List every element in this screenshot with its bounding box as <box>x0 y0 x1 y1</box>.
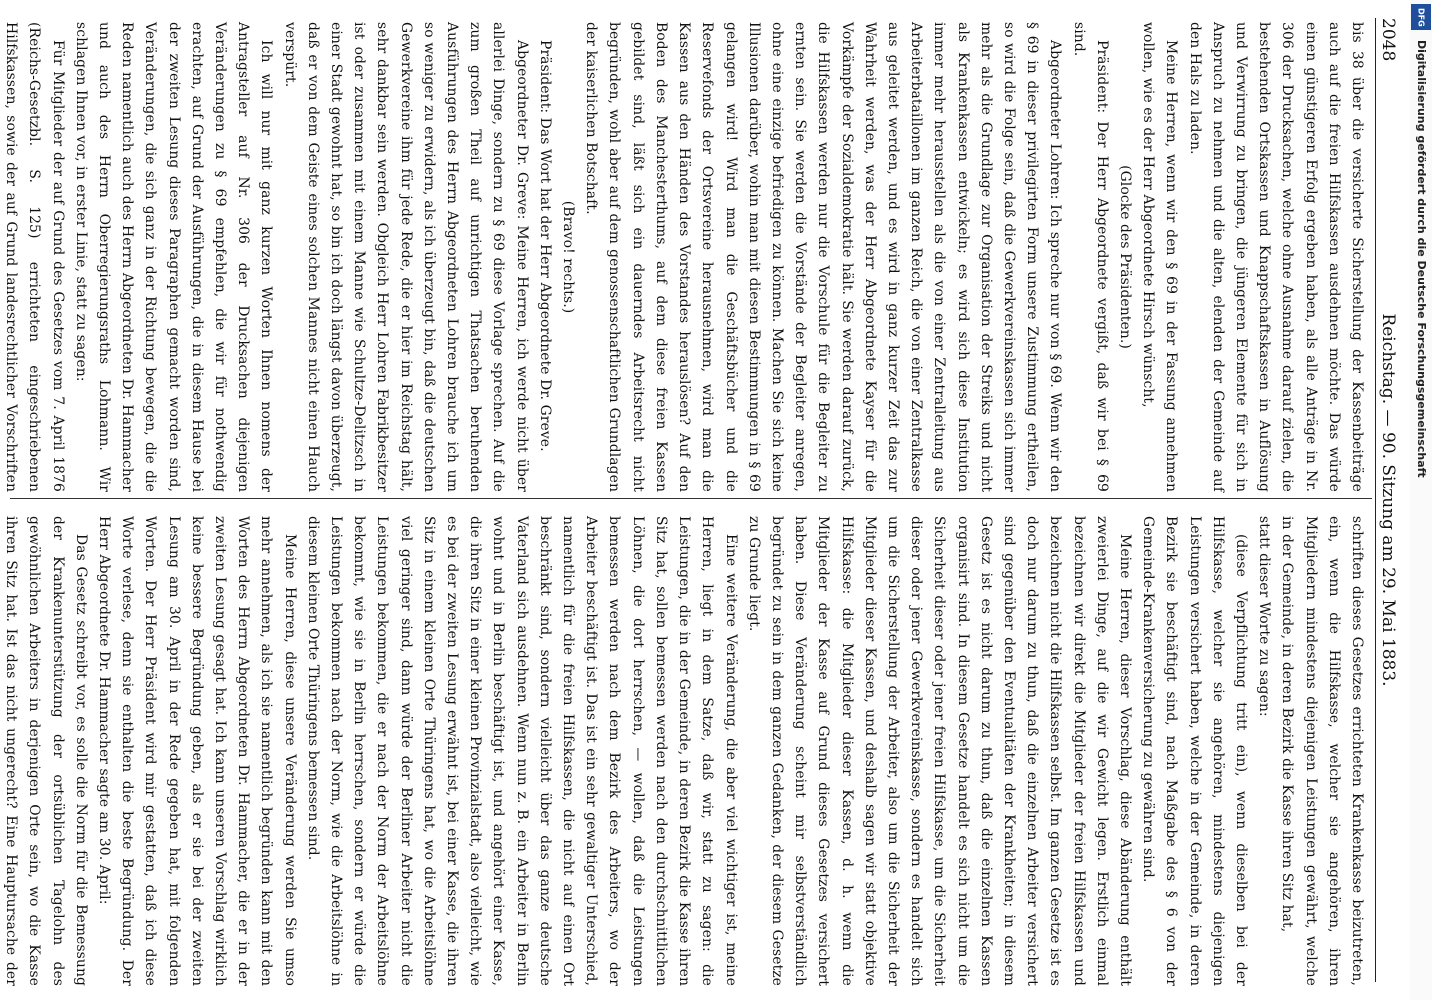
page-title: Reichstag. — 90. Sitzung am 29. Mai 1883. <box>1378 313 1398 687</box>
digitization-sidebar <box>1410 0 1432 1000</box>
paragraph: statt dieser Worte zu sagen: <box>1256 516 1273 717</box>
paragraph: Ich will nur mit ganz kurzen Worten Ihnen nomens der Antragsteller auf Nr. 306 der Drucksachen diejenigen Veränderungen zu § 69 empfehlen, die wir für nothwendig erachten, auf Grund der Ausführungen, die in diesem Hause bei der zweiten Lesung dieses Paragraphen gemacht worden sind, Veränderungen, die sich ganz in der Richtung bewegen, die die Reden namentlich auch des Herrn Abgeordneten Dr. Hammacher und auch des Herrn Oberregierungsraths Lohmann. Wir schlagen Ihnen vor, in erster Linie, statt zu sagen: <box>72 22 275 492</box>
paragraph: Abgeordneter Dr. Greve: Meine Herren, ich werde nicht über allerlei Dinge, sondern zu § 69 diese Vorlage sprechen. Auf die zum großen Theil auf unrichtigen Thatsachen beruhenden Ausführungen des Herrn Abgeordneten Lohren brauche ich um so weniger zu erwidern, als ich überzeugt bin, daß die deutschen Gewerkvereine ihm für jede Rede, die er hier im Reichstag hält, sehr dankbar sein werden. Obgleich Herr Lohren Fabrikbesitzer ist oder zusammen mit einem Manne wie Schultze-Delitzsch in einer Stadt gewohnt hat, so bin ich doch längst davon überzeugt, daß er von dem Geiste eines solchen Mannes nicht einen Hauch verspürt. <box>281 22 530 492</box>
page-header <box>1374 18 1402 982</box>
dfg-logo: DFG <box>1411 4 1431 30</box>
dfg-credit: Digitalisierung gefördert durch die Deutsche Forschungsgemeinschaft <box>1415 40 1428 478</box>
left-column <box>0 22 1368 492</box>
paragraph: (diese Verpflichtung tritt ein), wenn dieselben bei der Hilfskasse, welcher sie angehören, mindestens diejenigen Leistungen versichert haben, welche in der Gemeinde, in deren Bezirk sie beschäftigt sind, nach Maßgabe des § 6 von der Gemeinde-Krankenversicherung zu gewähren sind. <box>1140 516 1249 986</box>
stage-direction: (Glocke des Präsidenten.) <box>1116 165 1133 349</box>
column-divider <box>10 498 1372 499</box>
paragraph: Für Mitglieder der auf Grund des Gesetzes vom 7. April 1876 (Reichs-Gesetzbl. S. 125) errichteten eingeschriebenen Hilfskassen, sowie der auf Grund landesrechtlicher Vorschriften <box>3 22 66 492</box>
header-rule <box>1375 18 1376 982</box>
paragraph: Meine Herren, wenn wir den § 69 in der Fassung annehmen wollen, wie es der Herr Abgeordnete Hirsch wünscht, <box>1140 22 1180 492</box>
paragraph: Eine weitere Veränderung, die aber viel wichtiger ist, meine Herren, liegt in dem Satze, daß wir, statt zu sagen: die Leistungen, die in der Gemeinde, in deren Bezirk die Kasse ihren Sitz hat, sollen bemessen werden nach den durchschnittlichen Löhnen, die dort herrschen, — wollen, daß die Leistungen bemessen werden nach dem Bezirk des Arbeiters, wo der Arbeiter beschäftigt ist. Das ist ein sehr gewaltiger Unterschied, namentlich für die freien Hilfskassen, die nicht auf einen Ort beschränkt sind, sondern vielleicht über das ganze deutsche Vaterland sich ausdehnen. Wenn nun z. B. ein Arbeiter in Berlin wohnt und in Berlin beschäftigt ist, und angehört einer Kasse, die ihren Sitz in einer kleinen Provinzialstadt, also vielleicht, wie es bei der zweiten Lesung erwähnt ist, bei einer Kasse, die ihren Sitz in einem kleinen Orte Thüringens hat, wo die Arbeitslöhne viel geringer sind, dann würde der Berliner Arbeiter nicht die Leistungen bekommen, die er nach der Norm der Arbeitslöhne bekommt, wie sie in Berlin herrschen, sondern er würde die Leistungen bekommen nach der Norm, wie die Arbeitslöhne in diesem kleinen Orte Thüringens bemessen sind. <box>304 516 739 986</box>
paragraph: bis 38 über die versicherte Sicherstellung der Kassenbeiträge auch auf die freien Hilfskassen ausdehnen möchte. Das würde einen günstigeren Erfolg ergeben haben, als alle Anträge in Nr. 306 der Drucksachen, welche ohne Ausnahme darauf zielen, die bestehenden Ortskassen und Knappschaftskassen in Auflösung und Verwirrung zu bringen, die jüngeren Elemente für sich in Anspruch zu nehmen und die alten, elenden der Gemeinde auf den Hals zu laden. <box>1186 22 1365 492</box>
page-number: 2048 <box>1378 18 1398 62</box>
paragraph: Abgeordneter Lohren: Ich spreche nur von § 69. Wenn wir den § 69 in dieser privilegirten Form unsere Zustimmung ertheilen, so wird die Folge sein, daß die Gewerkvereinskassen sich immer mehr als die Grundlage zur Organisation der Streiks und nicht als Krankenkassen entwickeln; es wird sich diese Institution immer mehr herausstellen als die von einer Zentralleitung aus Arbeiterbataillonen im ganzen Reich, die von einer Zentralkasse aus geleitet werden, und es wird in ganz kurzer Zeit das zur Wahrheit werden, was der Herr Abgeordnete Kayser für die Vorkämpfe der Sozialdemokratie hält. Sie werden darauf zurück, die Hilfskassen werden nur die Vorschule für die Begleiter zu ernten sein. Sie werden die Vorstände der Begleiter anregen, ohne eine einzige befriedigen zu können. Machen Sie sich keine Illusionen darüber, wohin man mit diesen Bestimmungen in § 69 gelangen wird! Wird man die Geschäftsbücher und die Reservefonds der Ortsvereine herausnehmen, wird man die Kassen aus den Händen des Vorstandes herauslösen? Auf den Boden des Manchesterthums, auf dem diese freien Kassen gebildet sind, läßt sich ein dauerndes Arbeitsrecht nicht begründen, wohl aber auf dem genossenschaftlichen Grundlagen der kaiserlichen Botschaft. <box>583 22 1064 492</box>
paragraph: Präsident: Das Wort hat der Herr Abgeordnete Dr. Greve. <box>536 40 553 452</box>
right-column <box>0 516 1368 986</box>
paragraph: Meine Herren, dieser Vorschlag, diese Abänderung enthält zweierlei Dinge, auf die wir Gewicht legen. Erstlich einmal bezeichnen wir direkt die Mitglieder der freien Hilfskassen und bezeichnen nicht die Hilfskassen selbst. Im ganzen Gesetze ist es doch nur darum zu thun, daß die einzelnen Arbeiter versichert sind gegenüber den Eventualitäten der Krankheiten; in diesem Gesetz ist es nicht darum zu thun, daß die einzelnen Kassen organisirt sind. In diesem Gesetze handelt es sich nicht um die Sicherheit dieser oder jener freien Hilfskasse, um die Sicherheit dieser oder jener Gewerkvereinskasse, sondern es handelt sich um die Sicherstellung der Arbeiter, also um die Sicherheit der Mitglieder dieser Kassen, und deshalb sagen wir statt objektive Hilfskasse: die Mitglieder dieser Kassen, d. h. wenn die Mitglieder der Kasse auf Grund dieses Gesetzes versichert haben. Diese Veränderung scheint mir selbstverständlich begründet zu sein in dem ganzen Gedanken, der diesem Gesetze zu Grunde liegt. <box>745 516 1133 986</box>
paragraph: Meine Herren, diese unsere Veränderung werden Sie umso mehr annehmen, als ich sie namentlich begründen kann mit den Worten des Herrn Abgeordneten Dr. Hammacher, die er in der zweiten Lesung gesagt hat. Ich kann unseren Vorschlag wirklich keine bessere Begründung geben, als er sie bei der zweiten Lesung am 30. April in der Rede gegeben hat, mit folgenden Worten. Der Herr Präsident wird mir gestatten, daß ich diese Worte verlese, denn sie enthalten die beste Begründung. Der Herr Abgeordnete Dr. Hammacher sagte am 30. April: <box>96 516 298 986</box>
stage-direction: (Bravo! rechts.) <box>560 200 577 314</box>
paragraph: schriften dieses Gesetzes errichteten Krankenkasse beizutreten, ein, wenn die Hilfskasse, welcher sie angehören, ihren Mitgliedern mindestens diejenigen Leistungen gewährt, welche in der Gemeinde, in deren Bezirk die Kasse ihren Sitz hat, <box>1279 516 1365 986</box>
paragraph: Präsident: Der Herr Abgeordnete vergißt, daß wir bei § 69 sind. <box>1070 22 1110 492</box>
paragraph: Das Gesetz schreibt vor, es solle die Norm für die Bemessung der Krankenunterstützung der ortsüblichen Tagelohn des gewöhnlichen Arbeiters in derjenigen Orte sein, wo die Kasse ihren Sitz hat. Ist das nicht ungerecht? Eine Hauptursache der <box>3 516 89 986</box>
